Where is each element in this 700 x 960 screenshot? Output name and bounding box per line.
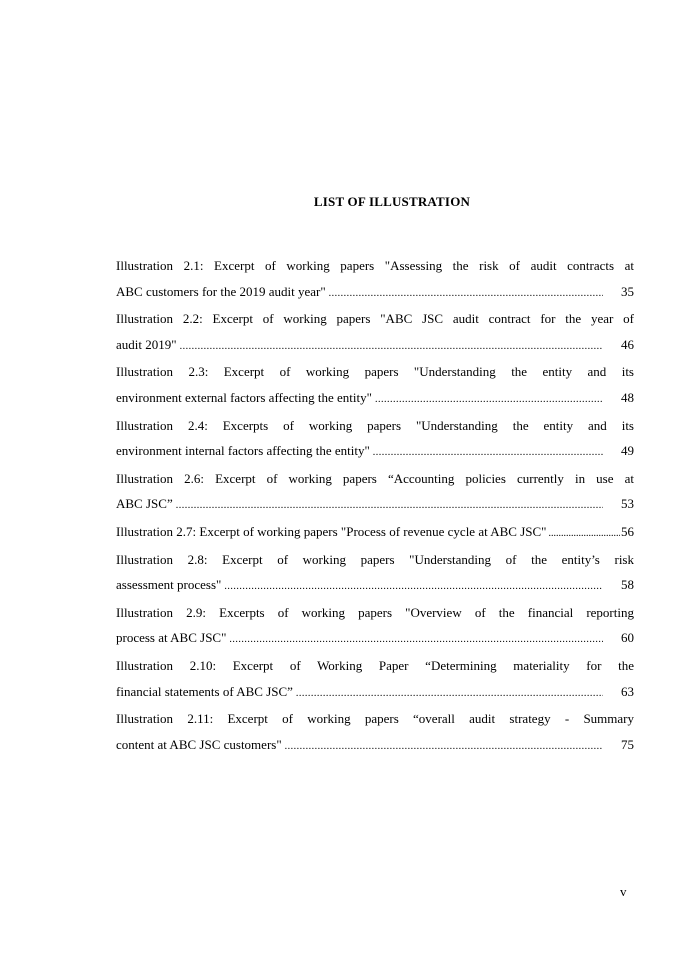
- entry-text-line2: environment external factors affecting the entity": [116, 389, 372, 405]
- dot-leader: [180, 334, 603, 360]
- entry-text-line2: assessment process": [116, 577, 222, 593]
- entry-text-line2: financial statements of ABC JSC”: [116, 683, 293, 699]
- entry-text-line1: Illustration 2.10: Excerpt of Working Paper “Determining materiality for the: [116, 657, 634, 673]
- dot-leader: [224, 574, 603, 600]
- entry-text-line1: Illustration 2.4: Excerpts of working papers "Understanding the entity and its: [116, 417, 634, 433]
- page-number: v: [620, 884, 627, 899]
- entry-text-line2: process at ABC JSC": [116, 630, 227, 646]
- list-entry-2-11: [116, 706, 634, 759]
- entry-text-line2: ABC JSC”: [116, 496, 173, 512]
- list-entry-2-7: [116, 519, 634, 547]
- entry-single-row: [116, 519, 634, 547]
- list-entry-2-9: [116, 600, 634, 653]
- entry-text-line2-row: [116, 679, 634, 707]
- list-entry-2-10: [116, 653, 634, 706]
- entry-page-number: 35: [621, 283, 634, 299]
- list-entry-2-1: [116, 253, 634, 306]
- entry-text-line2-row: [116, 438, 634, 466]
- entry-text-line2-row: [116, 385, 634, 413]
- dot-leader: [176, 493, 603, 519]
- entry-text: Illustration 2.7: Excerpt of working papers "Process of revenue cycle at ABC JSC": [116, 523, 547, 539]
- entry-text-line1: Illustration 2.8: Excerpt of working papers "Understanding of the entity’s risk: [116, 551, 634, 567]
- entry-text-line2-row: [116, 732, 634, 760]
- illustration-list: [116, 253, 634, 759]
- entry-page-number: 63: [621, 683, 634, 699]
- entry-page-number: 48: [621, 389, 634, 405]
- page-title: LIST OF ILLUSTRATION: [313, 194, 471, 209]
- dot-leader: [229, 627, 603, 653]
- dot-leader: [549, 521, 621, 547]
- entry-text-line1: Illustration 2.9: Excerpts of working papers "Overview of the financial reporting: [116, 604, 634, 620]
- list-entry-2-3: [116, 359, 634, 412]
- entry-text-line1: Illustration 2.6: Excerpt of working papers “Accounting policies currently in use at: [116, 470, 634, 486]
- entry-page-number: 56: [621, 523, 634, 539]
- dot-leader: [296, 681, 603, 707]
- entry-text-line1: Illustration 2.11: Excerpt of working papers “overall audit strategy - Summary: [116, 711, 634, 727]
- entry-page-number: 58: [621, 577, 634, 593]
- entry-text-line2: ABC customers for the 2019 audit year": [116, 283, 326, 299]
- list-entry-2-4: [116, 413, 634, 466]
- entry-text-line2-row: [116, 572, 634, 600]
- entry-text-line1: Illustration 2.1: Excerpt of working papers "Assessing the risk of audit contracts at: [116, 258, 634, 273]
- entry-text-line2-row: [116, 279, 634, 307]
- entry-text-line2: audit 2019": [116, 336, 177, 352]
- list-entry-2-6: [116, 466, 634, 519]
- entry-page-number: 46: [621, 336, 634, 352]
- list-entry-2-8: [116, 547, 634, 600]
- entry-text-line1: Illustration 2.3: Excerpt of working papers "Understanding the entity and its: [116, 364, 634, 380]
- entry-page-number: 49: [621, 443, 634, 459]
- entry-text-line1: Illustration 2.2: Excerpt of working papers "ABC JSC audit contract for the year of: [116, 311, 634, 327]
- entry-text-line2-row: [116, 332, 634, 360]
- entry-text-line2: content at ABC JSC customers": [116, 736, 282, 752]
- dot-leader: [329, 281, 603, 307]
- entry-text-line2: environment internal factors affecting the entity": [116, 443, 370, 459]
- entry-page-number: 60: [621, 630, 634, 646]
- dot-leader: [375, 387, 603, 413]
- dot-leader: [285, 734, 603, 760]
- entry-page-number: 75: [621, 736, 634, 752]
- entry-text-line2-row: [116, 625, 634, 653]
- entry-text-line2-row: [116, 491, 634, 519]
- dot-leader: [373, 440, 603, 466]
- entry-page-number: 53: [621, 496, 634, 512]
- list-entry-2-2: [116, 306, 634, 359]
